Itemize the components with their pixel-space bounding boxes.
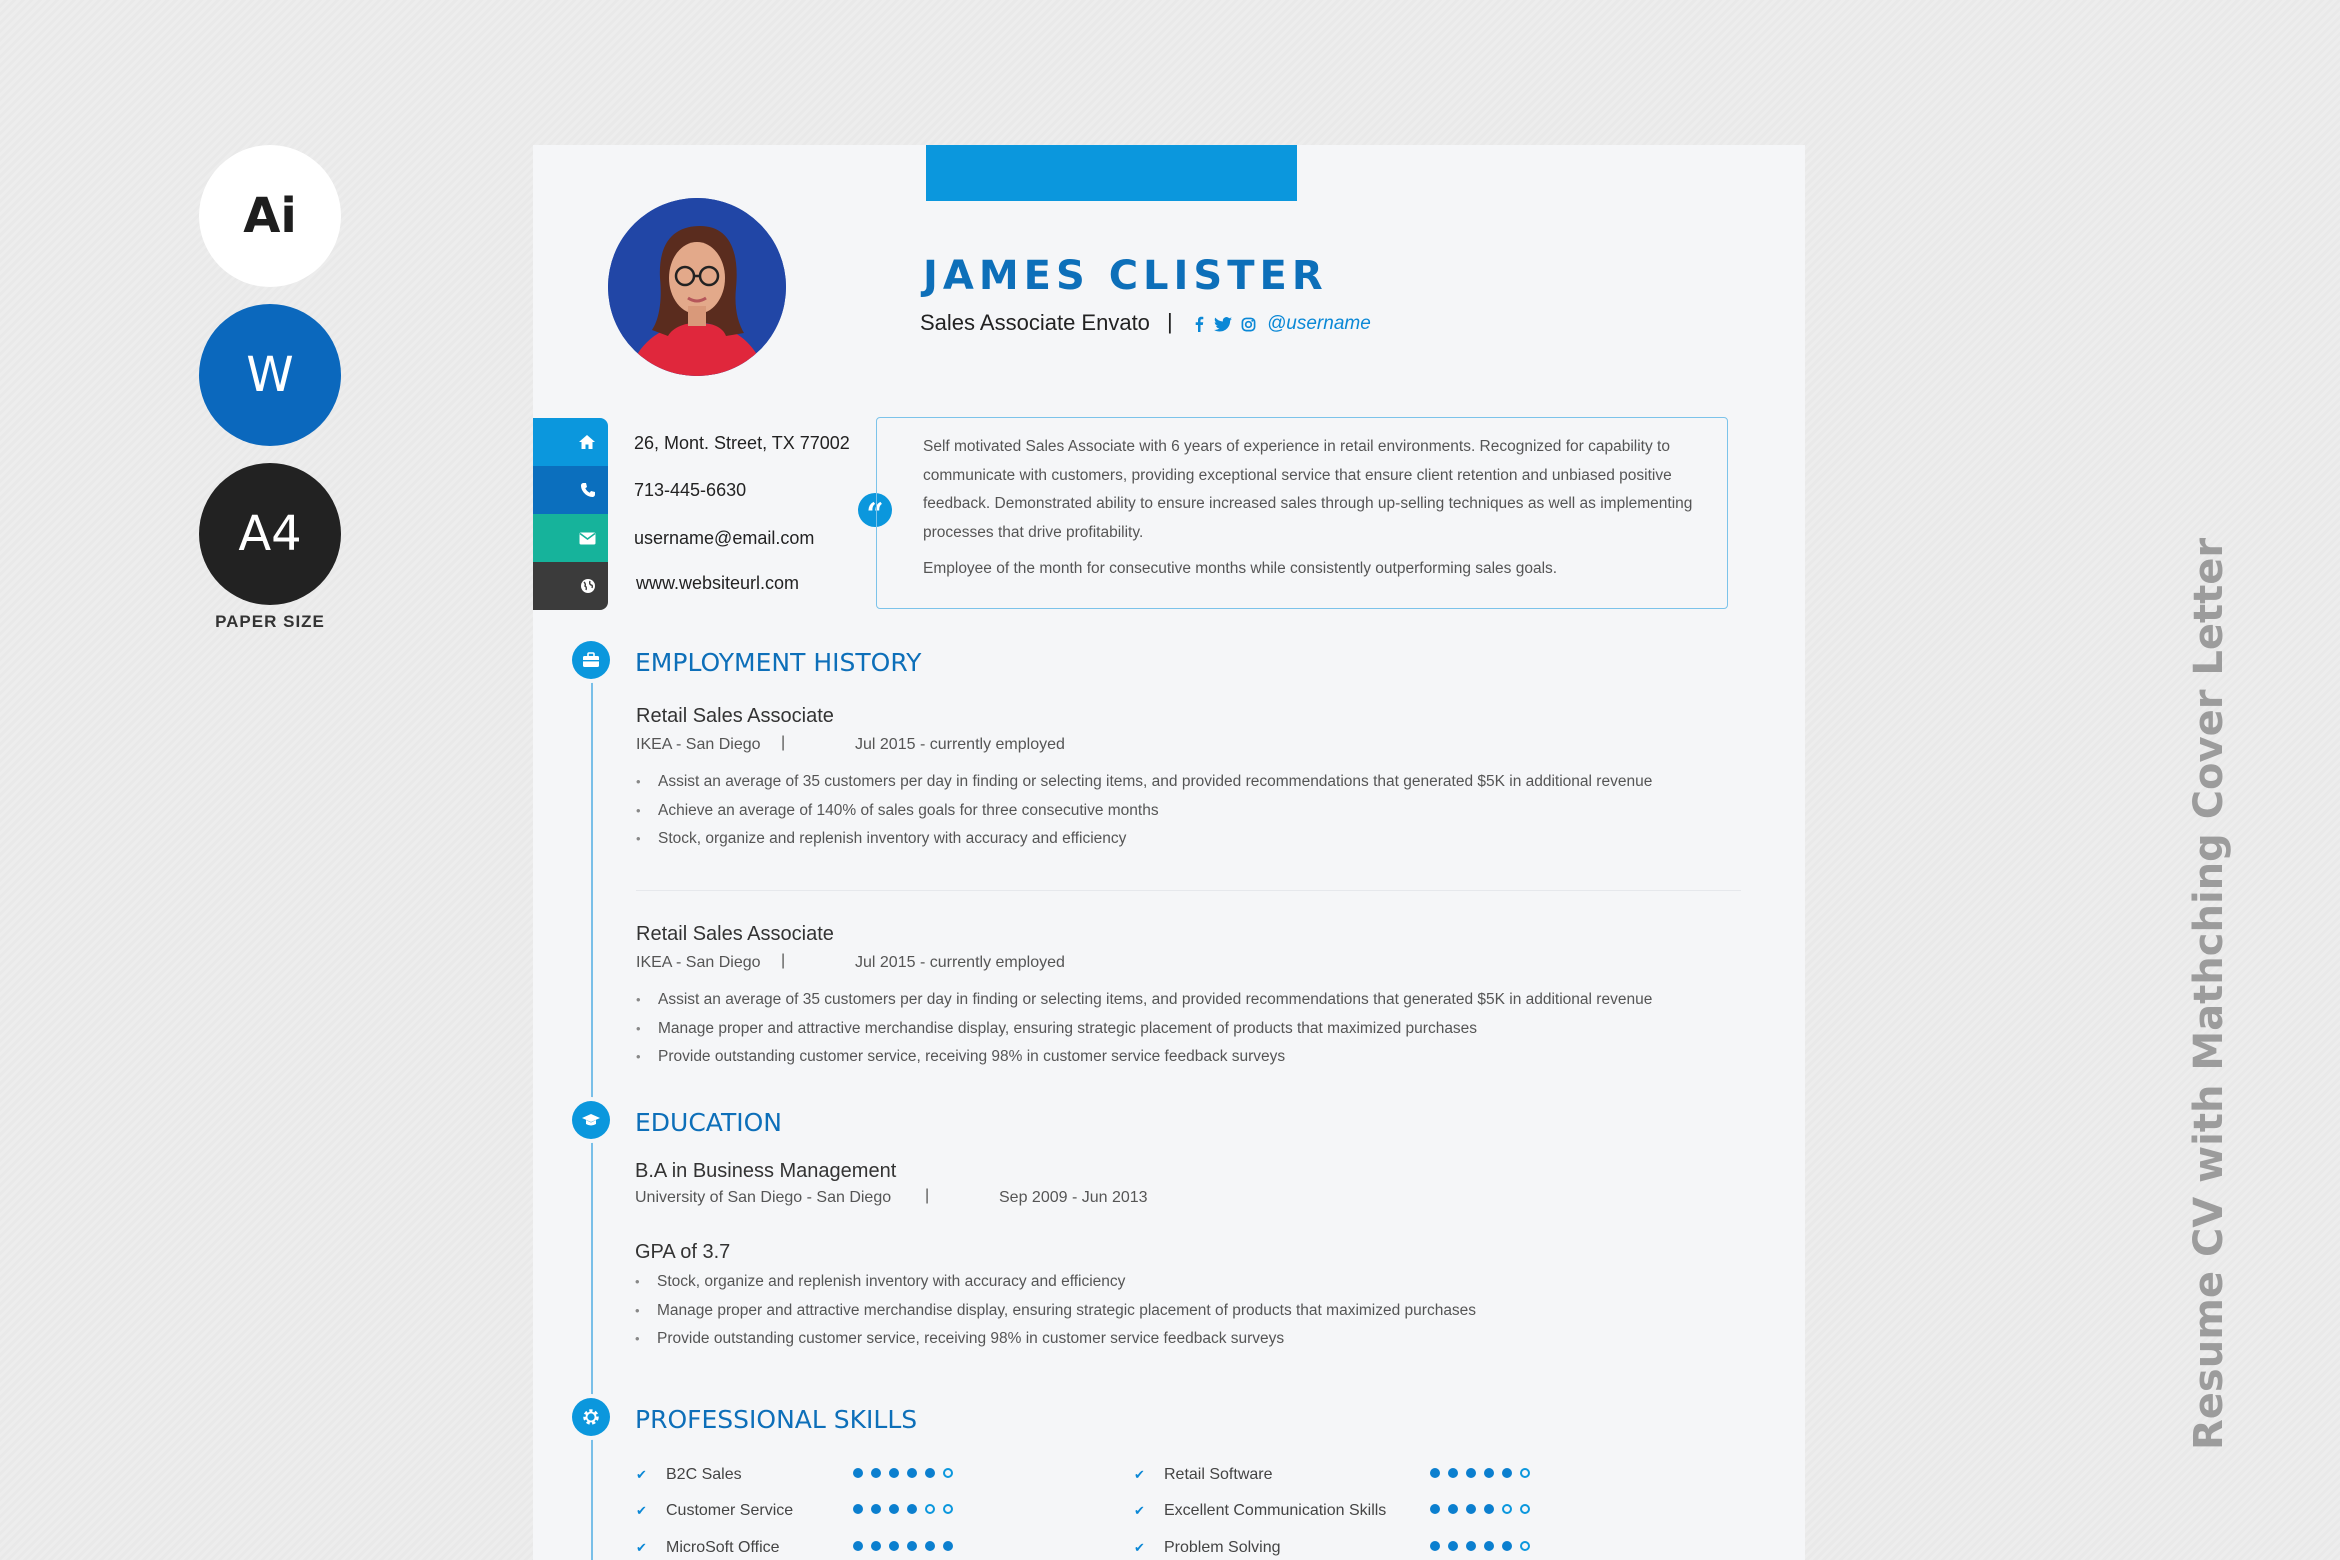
skill-rating [1430, 1468, 1530, 1478]
rating-dot-filled [1430, 1504, 1440, 1514]
rating-dot-filled [1430, 1468, 1440, 1478]
contact-address: 26, Mont. Street, TX 77002 [634, 433, 850, 453]
rating-dot-empty [943, 1504, 953, 1514]
rating-dot-filled [1484, 1541, 1494, 1551]
rating-dot-empty [1520, 1468, 1530, 1478]
rating-dot-filled [925, 1541, 935, 1551]
skill-item [1134, 1466, 1273, 1484]
rating-dot-empty [1502, 1504, 1512, 1514]
rating-dot-filled [1484, 1504, 1494, 1514]
check-icon: ✔ [636, 1540, 647, 1555]
rating-dot-filled [925, 1468, 935, 1478]
list-item: • Assist an average of 35 customers per day in finding or selecting items, and provided recommendations that generated $5K in additional revenue [636, 768, 1652, 797]
rating-dot-filled [889, 1504, 899, 1514]
job-company: IKEA - San Diego [636, 954, 761, 971]
job-dates: Jul 2015 - currently employed [855, 954, 1065, 971]
rating-dot-filled [1448, 1468, 1458, 1478]
check-icon: ✔ [1134, 1467, 1145, 1482]
rating-dot-filled [907, 1504, 917, 1514]
paper-size-caption: PAPER SIZE [215, 612, 325, 631]
contact-tab-web [533, 562, 608, 610]
skill-item [1134, 1502, 1386, 1520]
rating-dot-filled [871, 1468, 881, 1478]
summary-box [876, 417, 1728, 609]
rating-dot-filled [1502, 1468, 1512, 1478]
word-badge: W [199, 304, 341, 446]
rating-dot-filled [853, 1468, 863, 1478]
rating-dot-filled [1466, 1468, 1476, 1478]
top-accent-bar [926, 145, 1297, 201]
job-meta-separator: | [781, 734, 786, 751]
rating-dot-filled [889, 1468, 899, 1478]
rating-dot-filled [889, 1541, 899, 1551]
social-links [1193, 313, 1371, 335]
paper-size-badge: A4 [199, 463, 341, 605]
contact-website[interactable]: www.websiteurl.com [636, 573, 800, 593]
skill-rating [1430, 1504, 1530, 1514]
contact-tab-email [533, 514, 608, 562]
education-meta-separator: | [925, 1187, 930, 1204]
job-role: Retail Sales Associate [636, 705, 834, 727]
skill-item [636, 1466, 742, 1484]
skill-name: Retail Software [1164, 1466, 1273, 1483]
list-item: • Manage proper and attractive merchandise display, ensuring strategic placement of products that maximized purchases [635, 1297, 1476, 1326]
facebook-icon[interactable] [1193, 316, 1205, 332]
skill-name: Customer Service [666, 1502, 794, 1519]
profile-photo [608, 198, 786, 376]
rating-dot-filled [1466, 1541, 1476, 1551]
list-item: • Stock, organize and replenish inventory with accuracy and efficiency [635, 1268, 1476, 1297]
job-dates: Jul 2015 - currently employed [855, 736, 1065, 753]
rating-dot-empty [943, 1468, 953, 1478]
briefcase-icon [572, 641, 610, 679]
rating-dot-filled [871, 1541, 881, 1551]
gear-icon [572, 1398, 610, 1436]
check-icon: ✔ [636, 1467, 647, 1482]
list-item: • Assist an average of 35 customers per day in finding or selecting items, and provided recommendations that generated $5K in additional revenue [636, 986, 1652, 1015]
skill-rating [853, 1468, 953, 1478]
subtitle-separator: | [1167, 309, 1173, 334]
school-name: University of San Diego - San Diego [635, 1189, 892, 1206]
skill-item [1134, 1539, 1281, 1557]
illustrator-badge: Ai [199, 145, 341, 287]
skills-section-title: PROFESSIONAL SKILLS [635, 1405, 918, 1434]
envelope-icon [579, 532, 596, 545]
rating-dot-filled [1502, 1541, 1512, 1551]
rating-dot-filled [943, 1541, 953, 1551]
list-item: • Provide outstanding customer service, receiving 98% in customer service feedback surveys [635, 1325, 1476, 1354]
candidate-name: JAMES CLISTER [923, 253, 1328, 299]
social-handle[interactable]: @username [1267, 313, 1371, 334]
rating-dot-filled [1448, 1541, 1458, 1551]
list-item: • Manage proper and attractive merchandise display, ensuring strategic placement of products that maximized purchases [636, 1015, 1652, 1044]
phone-icon [580, 482, 596, 498]
summary-paragraph: Self motivated Sales Associate with 6 years of experience in retail environments. Recognized for capability to communicate with customers, providing exceptional service that ensure client retention and unbiased positive feedback. Demonstrated ability to ensure increased sales through up-selling techniques as well as implementing processes that drive profitability. [923, 438, 1693, 541]
skill-rating [1430, 1541, 1530, 1551]
rating-dot-filled [1448, 1504, 1458, 1514]
employment-section-title: EMPLOYMENT HISTORY [635, 648, 922, 677]
rating-dot-filled [853, 1541, 863, 1551]
rating-dot-filled [1484, 1468, 1494, 1478]
resume-page [533, 145, 1805, 1560]
skill-rating [853, 1504, 953, 1514]
skill-name: Problem Solving [1164, 1539, 1281, 1556]
contact-tab-home [533, 418, 608, 466]
skill-name: MicroSoft Office [666, 1539, 780, 1556]
list-item: • Stock, organize and replenish inventory with accuracy and efficiency [636, 825, 1652, 854]
list-item: • Provide outstanding customer service, receiving 98% in customer service feedback surveys [636, 1043, 1652, 1072]
check-icon: ✔ [1134, 1540, 1145, 1555]
contact-phone[interactable]: 713-445-6630 [634, 480, 747, 500]
job-title: Sales Associate Envato [920, 310, 1150, 335]
gpa: GPA of 3.7 [635, 1241, 731, 1263]
graduation-cap-icon [572, 1101, 610, 1139]
degree-title: B.A in Business Management [635, 1160, 897, 1182]
rating-dot-filled [853, 1504, 863, 1514]
rating-dot-empty [925, 1504, 935, 1514]
skill-name: Excellent Communication Skills [1164, 1502, 1387, 1519]
rating-dot-filled [1430, 1541, 1440, 1551]
rating-dot-filled [907, 1541, 917, 1551]
rating-dot-filled [871, 1504, 881, 1514]
job-bullets [636, 986, 1652, 1072]
rating-dot-empty [1520, 1504, 1530, 1514]
job-bullets [636, 768, 1652, 854]
skill-name: B2C Sales [666, 1466, 742, 1483]
rating-dot-filled [907, 1468, 917, 1478]
job-role: Retail Sales Associate [636, 923, 834, 945]
job-divider [636, 890, 1741, 891]
contact-email[interactable]: username@email.com [634, 528, 815, 548]
twitter-icon[interactable] [1214, 317, 1232, 332]
skill-item [636, 1539, 780, 1557]
rating-dot-empty [1520, 1541, 1530, 1551]
skill-item [636, 1502, 793, 1520]
education-bullets [635, 1268, 1476, 1354]
education-section-title: EDUCATION [635, 1108, 782, 1137]
job-meta-separator: | [781, 952, 786, 969]
contact-tab-phone [533, 466, 608, 514]
check-icon: ✔ [636, 1503, 647, 1518]
rating-dot-filled [1466, 1504, 1476, 1514]
globe-icon [580, 578, 596, 594]
contact-tabs [533, 418, 608, 610]
skill-rating [853, 1541, 953, 1551]
summary-paragraph: Employee of the month for consecutive months while consistently outperforming sales goals. [923, 560, 1558, 577]
side-title: Resume CV with Mathching Cover Letter [2186, 537, 2232, 1450]
check-icon: ✔ [1134, 1503, 1145, 1518]
list-item: • Achieve an average of 140% of sales goals for three consecutive months [636, 797, 1652, 826]
job-company: IKEA - San Diego [636, 736, 761, 753]
quote-icon: “ [858, 493, 892, 527]
instagram-icon[interactable] [1241, 317, 1256, 332]
education-dates: Sep 2009 - Jun 2013 [999, 1189, 1148, 1206]
home-icon [578, 434, 596, 450]
